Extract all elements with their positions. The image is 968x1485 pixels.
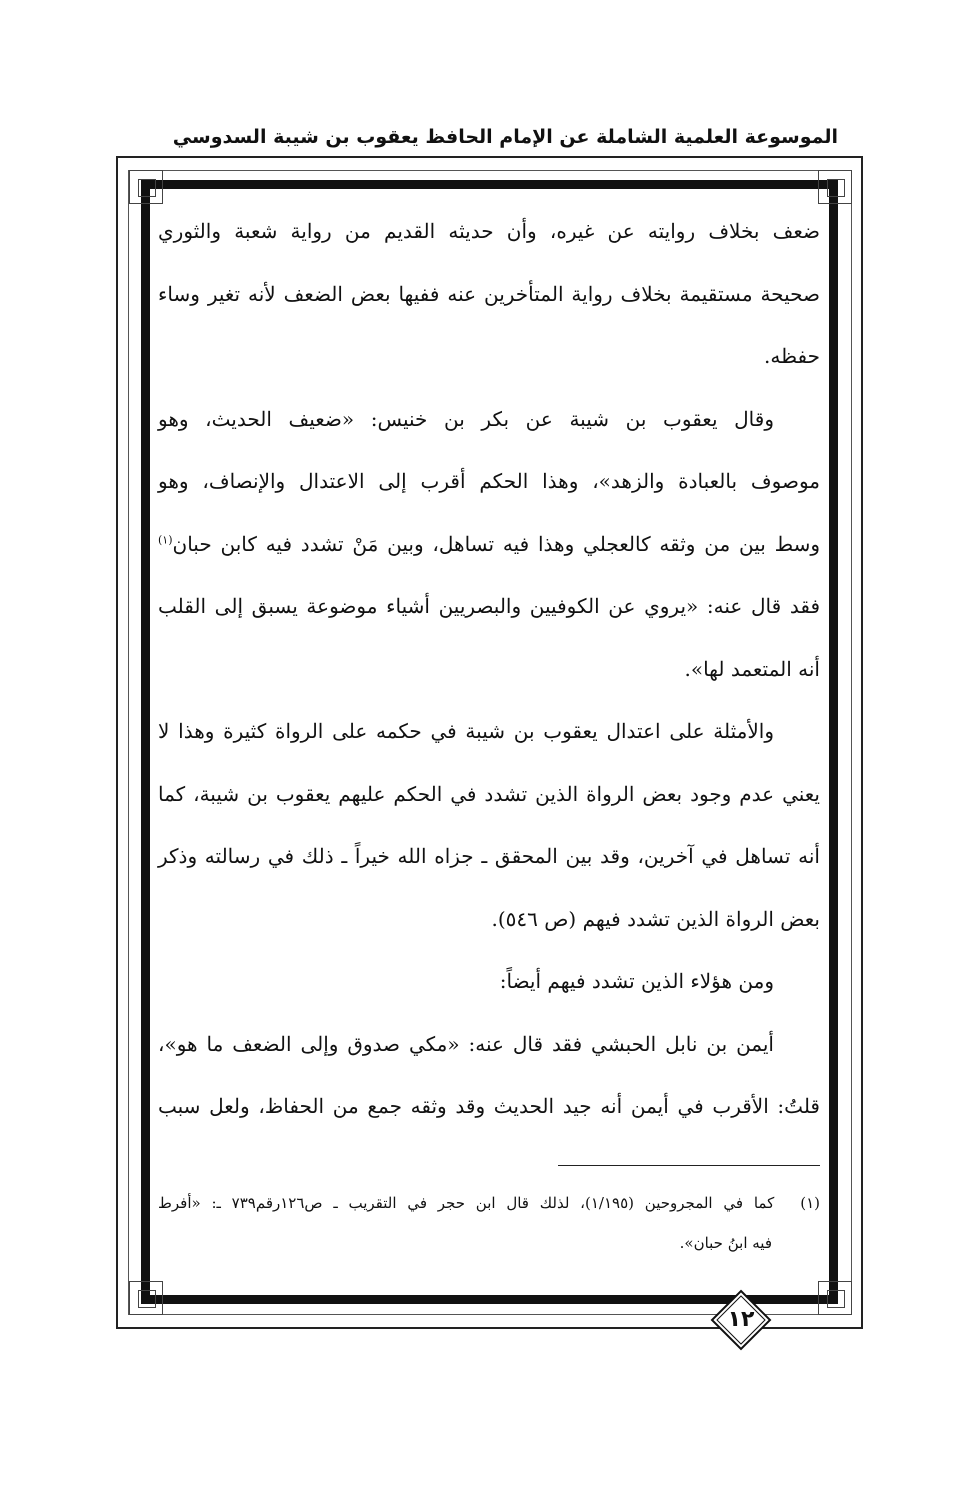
text-line: أنه تساهل في آخرين، وقد بين المحقق ـ جزاه الله خيراً ـ ذلك في رسالته وذكر bbox=[158, 844, 820, 868]
text-line-with-footnote-ref bbox=[158, 513, 820, 576]
corner-ornament-bottom-right bbox=[818, 1281, 852, 1315]
text-line: ومن هؤلاء الذين تشدد فيهم أيضاً: bbox=[499, 969, 774, 993]
footnote bbox=[158, 1188, 820, 1268]
text-line: حفظه. bbox=[764, 344, 820, 368]
text-line: والأمثلة على اعتدال يعقوب بن شيبة في حكمه على الرواة كثيرة وهذا لا bbox=[158, 719, 774, 743]
text-line: يعني عدم وجود بعض الرواة الذين تشدد في الحكم عليهم يعقوب بن شيبة، كما bbox=[158, 781, 820, 806]
corner-ornament-top-right bbox=[818, 170, 852, 204]
page-number-badge bbox=[710, 1289, 772, 1351]
running-header: الموسوعة العلمية الشاملة عن الإمام الحافظ يعقوب بن شيبة السدوسي bbox=[172, 126, 838, 148]
text-line: وقال يعقوب بن شيبة عن بكر بن خنيس: «ضعيف الحديث، وهو bbox=[158, 406, 774, 431]
text-line-content: وسط بين من وثقه كالعجلي وهذا فيه تساهل، وبين مَنْ تشدد فيه كابن حبان bbox=[172, 531, 820, 556]
footnote-line: فيه ابنُ حبان». bbox=[679, 1234, 772, 1252]
text-line: صحيحة مستقيمة بخلاف رواية المتأخرين عنه ففيها بعض الضعف لأنه تغير وساء bbox=[158, 281, 820, 306]
footnote-number: (١) bbox=[800, 1194, 820, 1212]
text-line: ضعف بخلاف روايته عن غيره، وأن حديثه القديم من رواية شعبة والثوري bbox=[158, 219, 820, 243]
text-line: فقد قال عنه: «يروي عن الكوفيين والبصريين أشياء موضوعة يسبق إلى القلب bbox=[158, 594, 821, 618]
text-line: أيمن بن نابل الحبشي فقد قال عنه: «مكي صدوق وإلى الضعف ما هو»، bbox=[158, 1031, 774, 1056]
footnote-separator bbox=[558, 1165, 820, 1166]
corner-ornament-bottom-left bbox=[129, 1281, 163, 1315]
text-line: موصوف بالعبادة والزهد»، وهذا الحكم أقرب إلى الاعتدال والإنصاف، وهو bbox=[158, 469, 820, 493]
footnote-text: كما في المجروحين (١/١٩٥)، لذلك قال ابن حجر في التقريب ـ ص١٢٦رقم٧٣٩ ـ: «أفرط bbox=[158, 1194, 775, 1212]
footnote-reference[interactable]: (١) bbox=[158, 532, 173, 546]
text-line: بعض الرواة الذين تشدد فيهم (ص ٥٤٦). bbox=[491, 906, 820, 931]
corner-ornament-top-left bbox=[129, 170, 163, 204]
page-number: ١٢ bbox=[727, 1307, 755, 1332]
body-text bbox=[158, 200, 820, 1138]
footnote-line bbox=[158, 1188, 820, 1228]
text-line: قلتُ: الأقرب في أيمن أنه جيد الحديث وقد وثقه جمع من الحفاظ، ولعل سبب bbox=[158, 1094, 820, 1118]
text-line: أنه المتعمد لها». bbox=[684, 656, 820, 681]
